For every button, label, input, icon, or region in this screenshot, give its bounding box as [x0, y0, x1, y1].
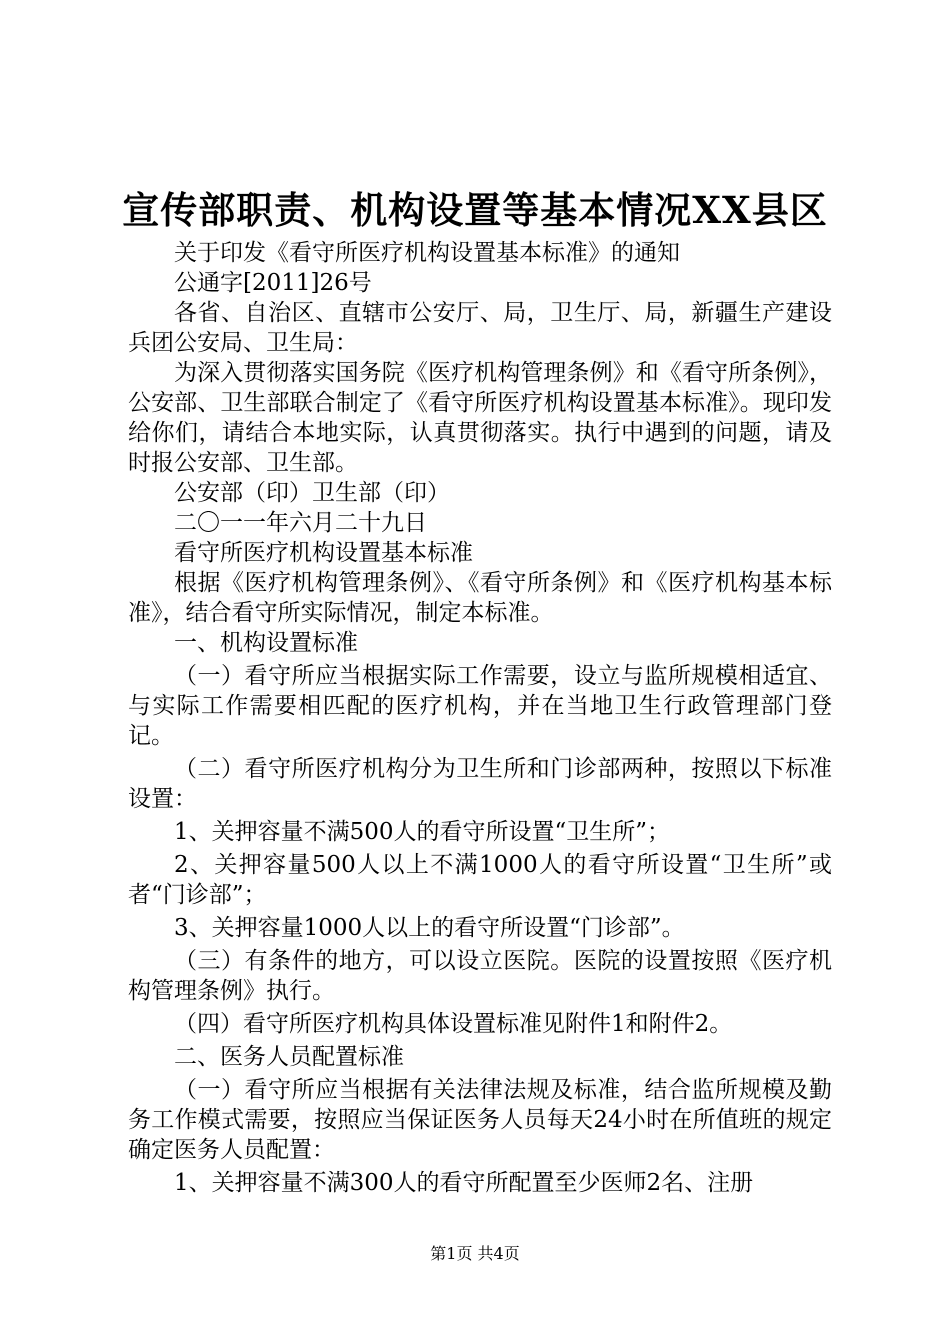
- notice-heading: 关于印发《看守所医疗机构设置基本标准》的通知: [174, 240, 680, 266]
- page-number: 第1页 共4页: [430, 1244, 520, 1263]
- issue-date: 二〇一一年六月二十九日: [174, 510, 427, 536]
- document-number: 公通字[2011]26号: [174, 270, 372, 296]
- section-heading: 二、医务人员配置标准: [174, 1044, 404, 1070]
- body-paragraph: （三）有条件的地方，可以设立医院。医院的设置按照《医疗机构管理条例》执行。: [128, 948, 832, 1004]
- standard-title: 看守所医疗机构设置基本标准: [174, 540, 473, 566]
- list-item: 1、关押容量不满300人的看守所配置至少医师2名、注册: [174, 1170, 754, 1196]
- list-item: 1、关押容量不满500人的看守所设置“卫生所”；: [174, 819, 671, 845]
- document-title: 宣传部职责、机构设置等基本情况XX县区: [122, 188, 828, 232]
- issuer-seals: 公安部（印）卫生部（印）: [174, 480, 450, 506]
- list-item: 3、关押容量1000人以上的看守所设置“门诊部”。: [174, 915, 685, 941]
- body-paragraph: （二）看守所医疗机构分为卫生所和门诊部两种，按照以下标准设置：: [128, 756, 832, 812]
- body-paragraph: 为深入贯彻落实国务院《医疗机构管理条例》和《看守所条例》，公安部、卫生部联合制定了《看守所医疗机构设置基本标准》。现印发给你们，请结合本地实际，认真贯彻落实。执行中遇到的问题，请及时报公安部、卫生部。: [128, 360, 832, 476]
- list-item: 2、关押容量500人以上不满1000人的看守所设置“卫生所”或者“门诊部”；: [128, 852, 832, 908]
- body-paragraph: 根据《医疗机构管理条例》、《看守所条例》和《医疗机构基本标准》，结合看守所实际情况，制定本标准。: [128, 570, 832, 626]
- body-paragraph: （四）看守所医疗机构具体设置标准见附件1和附件2。: [174, 1011, 733, 1037]
- section-heading: 一、机构设置标准: [174, 630, 358, 656]
- body-paragraph: （一）看守所应当根据有关法律法规及标准，结合监所规模及勤务工作模式需要，按照应当保证医务人员每天24小时在所值班的规定确定医务人员配置：: [128, 1077, 832, 1163]
- addressee-paragraph: 各省、自治区、直辖市公安厅、局，卫生厅、局，新疆生产建设兵团公安局、卫生局：: [128, 300, 832, 356]
- document-body: [128, 238, 832, 1198]
- body-paragraph: （一）看守所应当根据实际工作需要，设立与监所规模相适宜、与实际工作需要相匹配的医疗机构，并在当地卫生行政管理部门登记。: [128, 663, 832, 749]
